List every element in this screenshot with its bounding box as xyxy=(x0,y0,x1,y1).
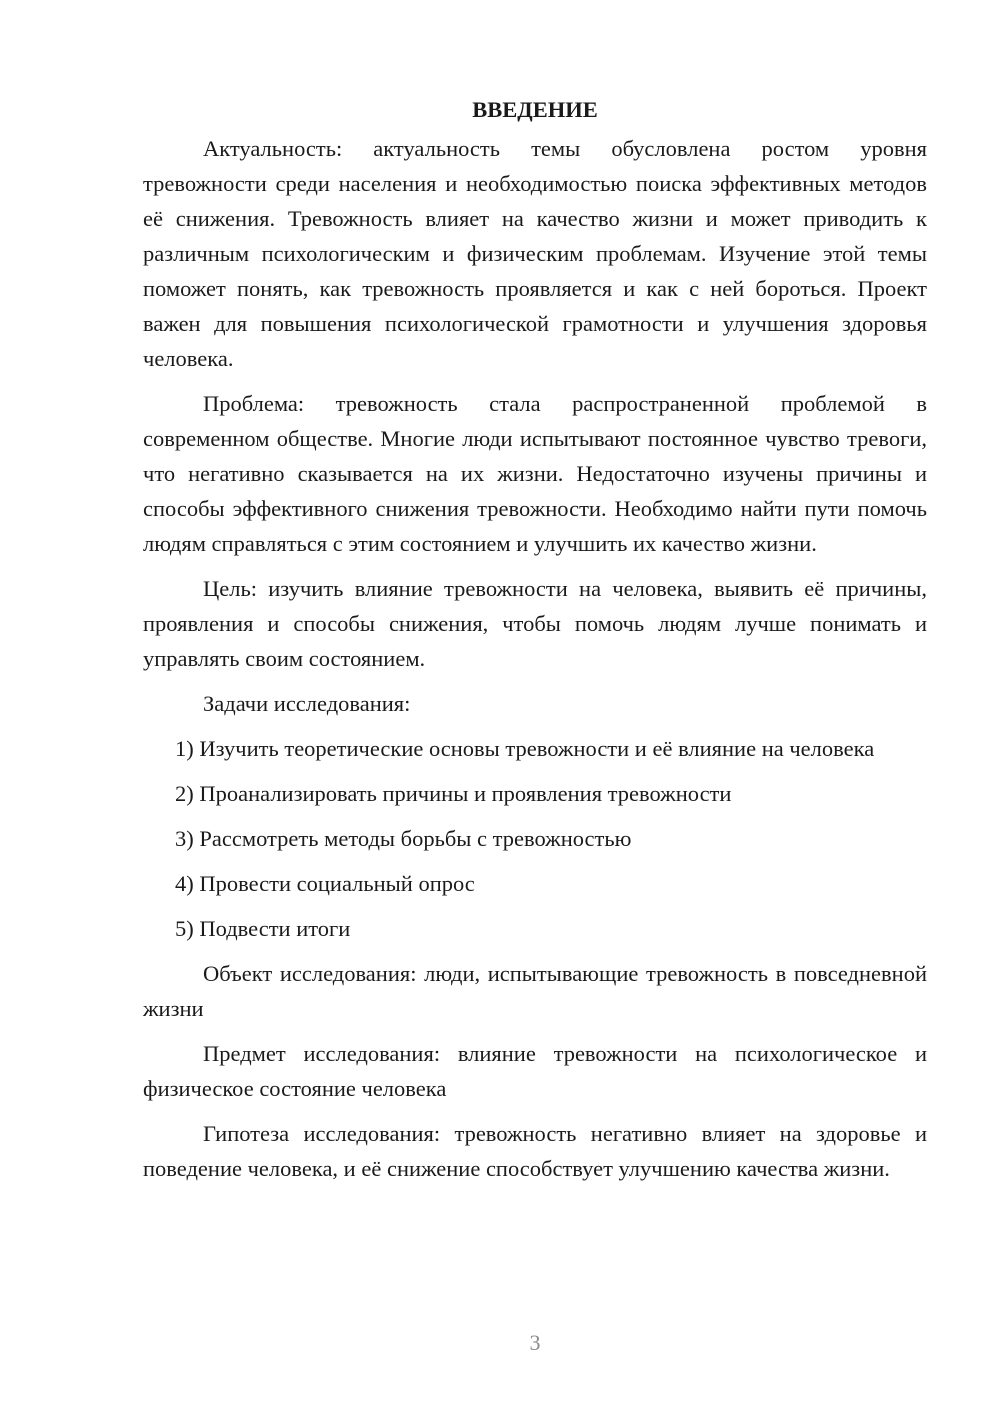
tasks-title: Задачи исследования: xyxy=(203,691,411,716)
goal-paragraph: Цель: изучить влияние тревожности на человека, выявить её причины, проявления и способы снижения, чтобы помочь людям лучше понимать и управлять своим состоянием. xyxy=(143,576,927,671)
task-item: 5) Подвести итоги xyxy=(175,916,351,941)
hypothesis-paragraph: Гипотеза исследования: тревожность негативно влияет на здоровье и поведение человека, и её снижение способствует улучшению качества жизни. xyxy=(143,1121,927,1181)
page-number: 3 xyxy=(529,1330,541,1355)
object-paragraph: Объект исследования: люди, испытывающие тревожность в повседневной жизни xyxy=(143,961,927,1021)
task-item: 4) Провести социальный опрос xyxy=(175,871,475,896)
section-heading: ВВЕДЕНИЕ xyxy=(472,97,598,122)
task-item: 2) Проанализировать причины и проявления тревожности xyxy=(175,781,732,806)
relevance-paragraph: Актуальность: актуальность темы обусловлена ростом уровня тревожности среди населения и необходимостью поиска эффективных методов её снижения. Тревожность влияет на качество жизни и может приводить к различным психологическим и физическим проблемам. Изучение этой темы поможет понять, как тревожность проявляется и как с ней бороться. Проект важен для повышения психологической грамотности и улучшения здоровья человека. xyxy=(143,136,927,371)
subject-paragraph: Предмет исследования: влияние тревожности на психологическое и физическое состояние человека xyxy=(143,1041,927,1101)
page-content xyxy=(143,92,927,1196)
problem-paragraph: Проблема: тревожность стала распространенной проблемой в современном обществе. Многие люди испытывают постоянное чувство тревоги, что негативно сказывается на их жизни. Недостаточно изучены причины и способы эффективного снижения тревожности. Необходимо найти пути помочь людям справляться с этим состоянием и улучшить их качество жизни. xyxy=(143,391,927,556)
task-item: 3) Рассмотреть методы борьбы с тревожностью xyxy=(175,826,632,851)
task-item: 1) Изучить теоретические основы тревожности и её влияние на человека xyxy=(175,736,875,761)
